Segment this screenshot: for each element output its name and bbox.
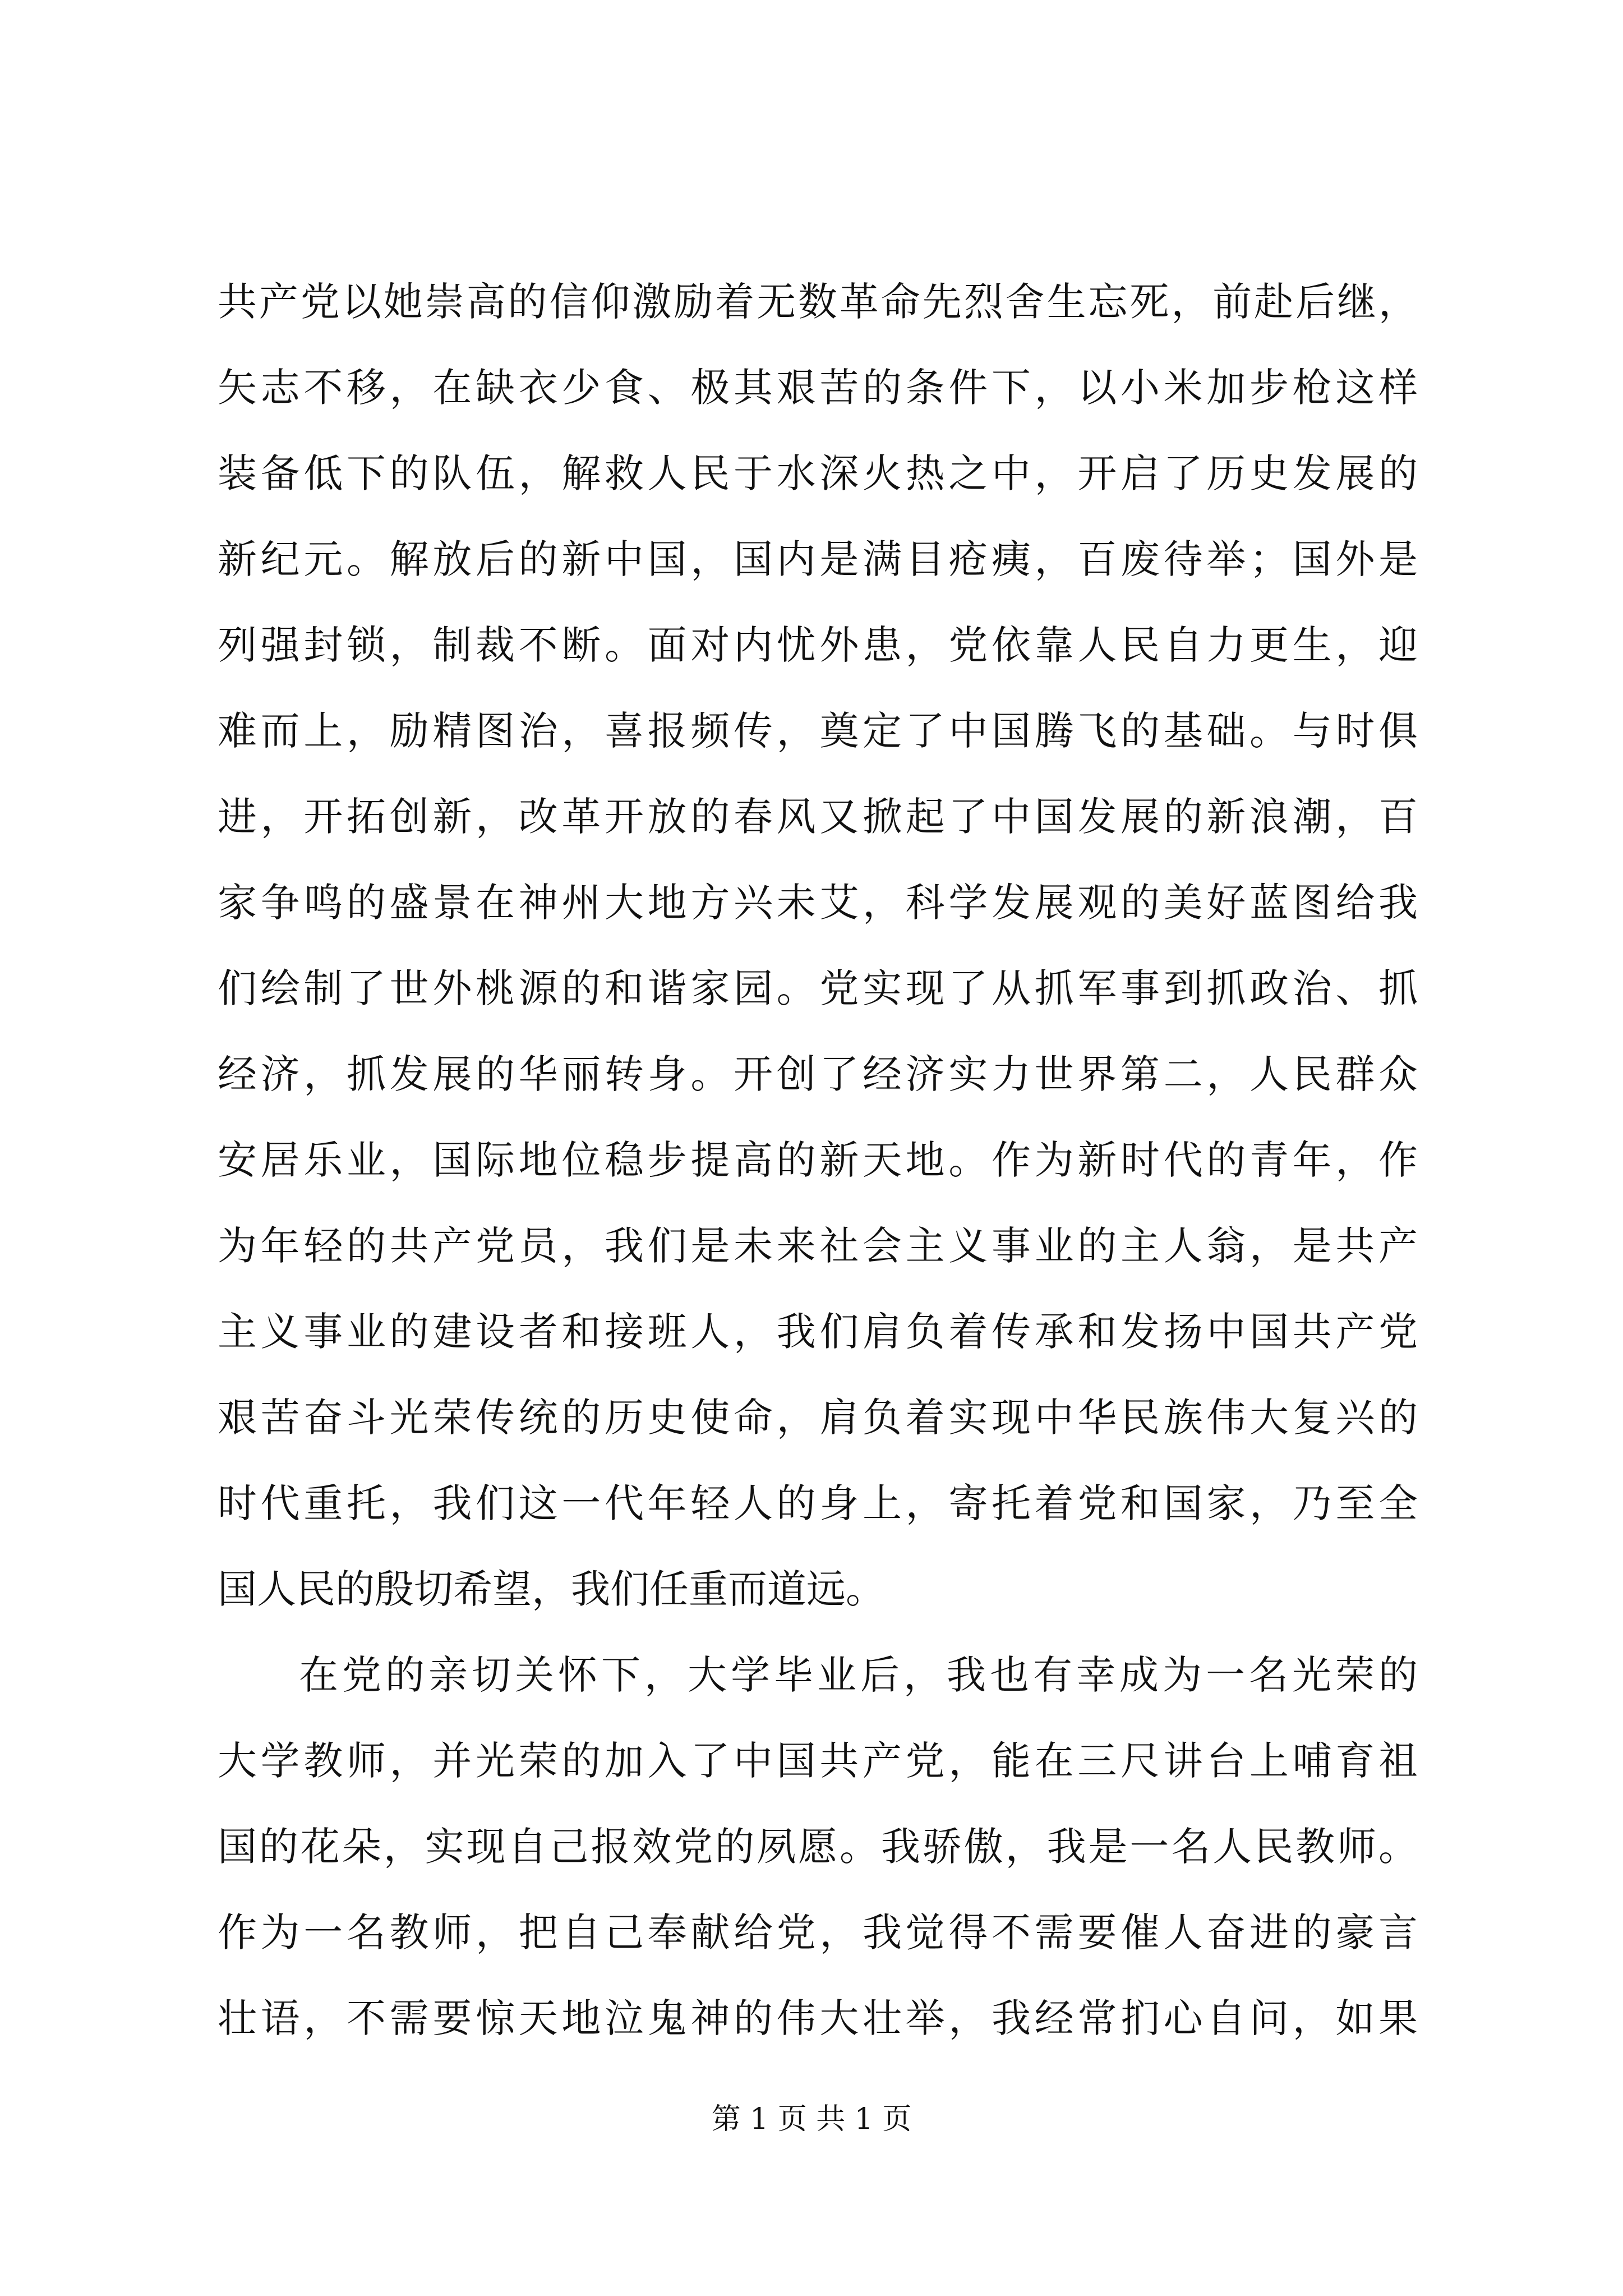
text-line: 时代重托，我们这一代年轻人的身上，寄托着党和国家，乃至全 (218, 1480, 1418, 1526)
text-line: 在党的亲切关怀下，大学毕业后，我也有幸成为一名光荣的 (299, 1652, 1418, 1698)
paragraph-2 (218, 1632, 1418, 2062)
document-body (218, 259, 1418, 2062)
page-number-label: 第 1 页 共 1 页 (711, 2102, 912, 2136)
text-line: 大学教师，并光荣的加入了中国共产党，能在三尺讲台上哺育祖 (218, 1738, 1418, 1784)
text-line: 国人民的殷切希望，我们任重而道远。 (218, 1566, 885, 1612)
paragraph-1 (218, 259, 1418, 1632)
text-line: 国的花朵，实现自己报效党的夙愿。我骄傲，我是一名人民教师。 (218, 1824, 1418, 1870)
text-line: 矢志不移，在缺衣少食、极其艰苦的条件下，以小米加步枪这样 (218, 365, 1418, 411)
text-line: 艰苦奋斗光荣传统的历史使命，肩负着实现中华民族伟大复兴的 (218, 1395, 1418, 1441)
text-line: 装备低下的队伍，解救人民于水深火热之中，开启了历史发展的 (218, 450, 1418, 496)
text-line: 主义事业的建设者和接班人，我们肩负着传承和发扬中国共产党 (218, 1309, 1418, 1355)
text-line: 家争鸣的盛景在神州大地方兴未艾，科学发展观的美好蓝图给我 (218, 880, 1418, 926)
text-line: 共产党以她崇高的信仰激励着无数革命先烈舍生忘死，前赴后继， (218, 279, 1418, 325)
text-line: 为年轻的共产党员，我们是未来社会主义事业的主人翁，是共产 (218, 1223, 1418, 1269)
page-footer (0, 2097, 1623, 2142)
text-line: 难而上，励精图治，喜报频传，奠定了中国腾飞的基础。与时俱 (218, 708, 1418, 754)
text-line: 列强封锁，制裁不断。面对内忧外患，党依靠人民自力更生，迎 (218, 622, 1418, 668)
text-line: 安居乐业，国际地位稳步提高的新天地。作为新时代的青年，作 (218, 1137, 1418, 1183)
text-line: 们绘制了世外桃源的和谐家园。党实现了从抓军事到抓政治、抓 (218, 965, 1418, 1011)
text-line: 进，开拓创新，改革开放的春风又掀起了中国发展的新浪潮，百 (218, 794, 1418, 840)
text-line: 经济，抓发展的华丽转身。开创了经济实力世界第二，人民群众 (218, 1051, 1418, 1097)
text-line: 新纪元。解放后的新中国，国内是满目疮痍，百废待举；国外是 (218, 536, 1418, 582)
text-line: 作为一名教师，把自己奉献给党，我觉得不需要催人奋进的豪言 (218, 1910, 1418, 1955)
text-line: 壮语，不需要惊天地泣鬼神的伟大壮举，我经常扪心自问，如果 (218, 1995, 1418, 2041)
